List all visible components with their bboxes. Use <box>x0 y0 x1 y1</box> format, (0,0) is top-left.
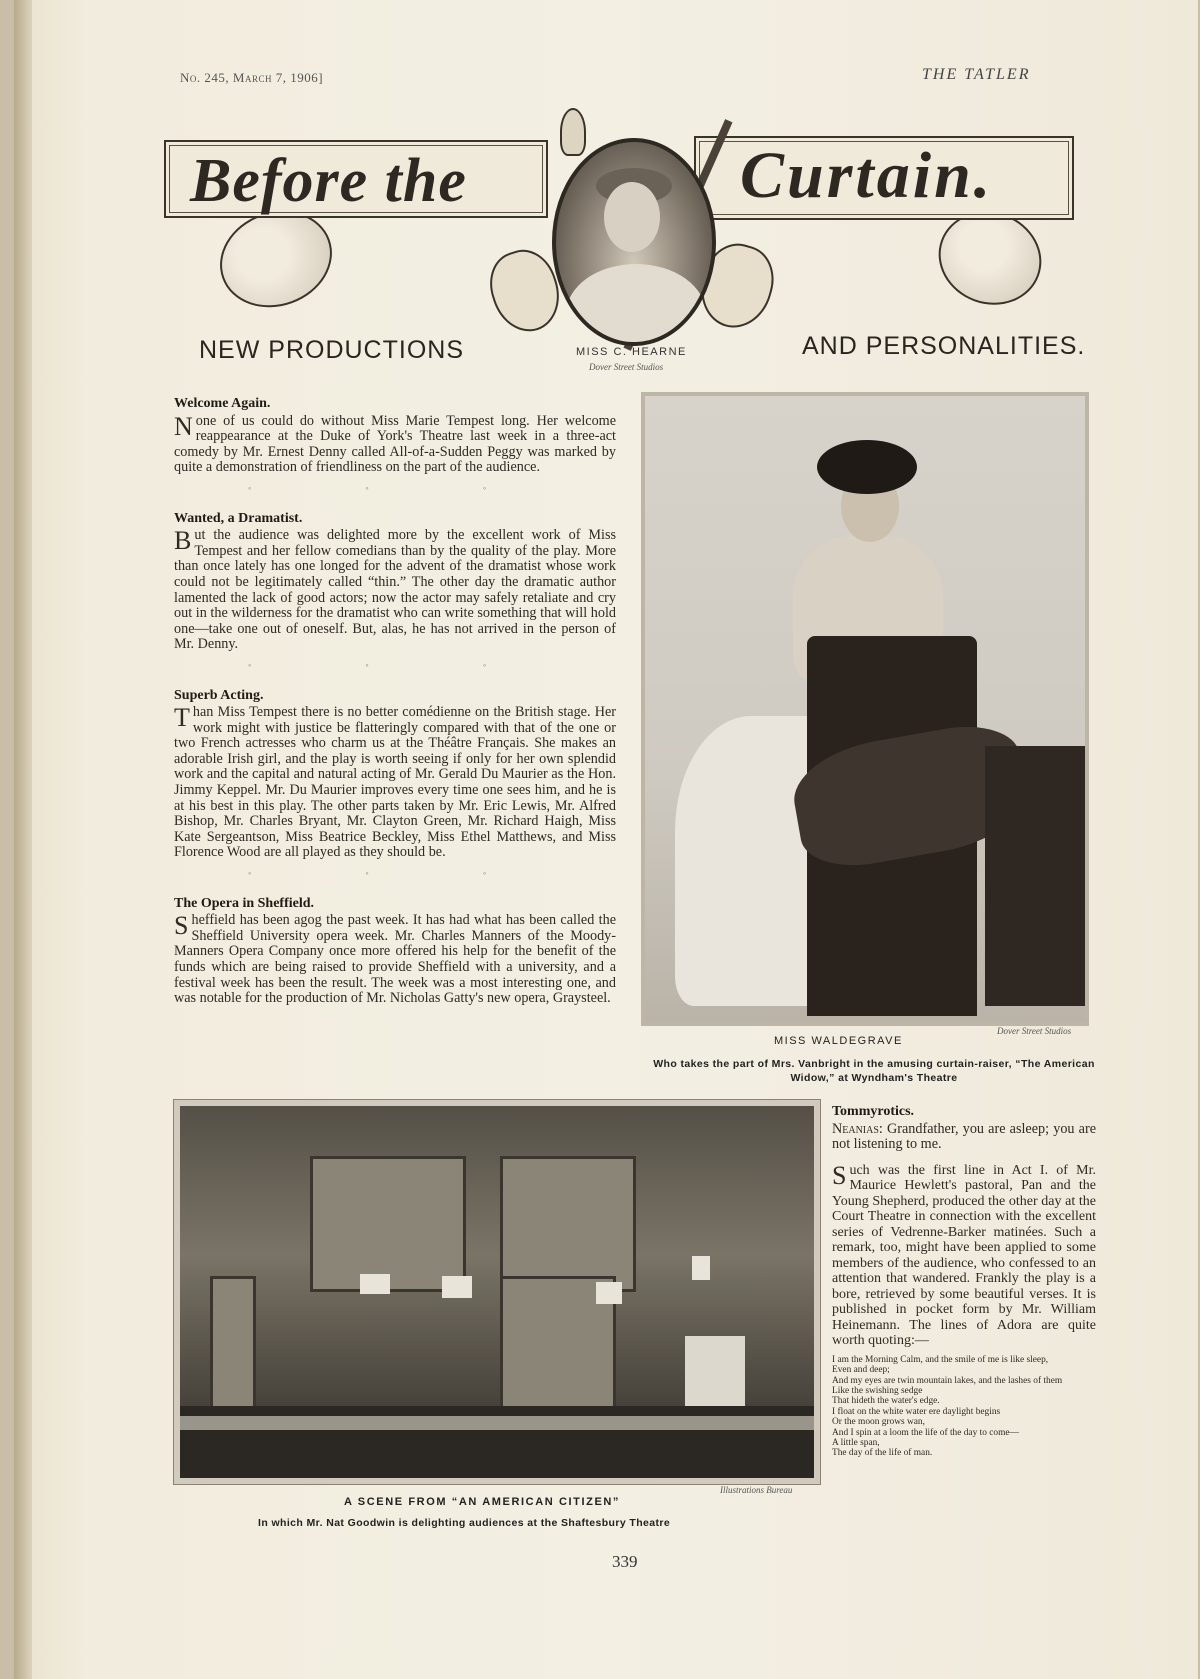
article-heading: Tommyrotics. <box>832 1104 915 1119</box>
poem-excerpt <box>832 1355 1096 1459</box>
photo-description: Who takes the part of Mrs. Vanbright in the amusing curtain-raiser, “The American Widow,” at Wyndham's Theatre <box>653 1058 1095 1084</box>
stage-description: In which Mr. Nat Goodwin is delighting audiences at the Shaftesbury Theatre <box>258 1517 671 1529</box>
article-heading: The Opera in Sheffield. <box>174 895 315 911</box>
article-heading: Welcome Again. <box>174 396 271 411</box>
photo-hat <box>817 440 917 494</box>
poem-line: I float on the white water ere daylight begins <box>832 1406 1001 1417</box>
left-column <box>174 396 616 1007</box>
jester-ornament <box>560 108 586 156</box>
photo-credit: Dover Street Studios <box>997 1026 1072 1036</box>
page-binding <box>14 0 32 1679</box>
subtitle-right: AND PERSONALITIES. <box>802 332 1086 360</box>
poem-line: And my eyes are twin mountain lakes, and the lashes of them <box>832 1375 1063 1386</box>
article-dramatist <box>174 511 616 674</box>
speaker-name: Neanias <box>832 1120 879 1137</box>
stage-sign <box>360 1274 390 1294</box>
photo-stage-scene <box>174 1100 820 1484</box>
section-separator: ◦ ◦ ◦ <box>247 659 543 670</box>
stage-fireplace <box>685 1336 745 1406</box>
poem-line: Or the moon grows wan, <box>832 1417 925 1428</box>
stage-sign <box>442 1276 472 1298</box>
photo-table <box>985 746 1085 1006</box>
poem-line: And I spin at a loom the life of the day to come— <box>832 1427 1019 1438</box>
stage-apron <box>180 1416 814 1430</box>
stage-sign <box>692 1256 710 1280</box>
stage-wall-panel <box>310 1156 466 1292</box>
banner-title-left: Before the <box>190 147 467 215</box>
article-heading: Superb Acting. <box>174 687 264 703</box>
magazine-name: THE TATLER <box>922 66 1031 83</box>
magazine-page <box>14 0 1198 1679</box>
right-column <box>832 1104 1096 1459</box>
article-body: Such was the first line in Act I. of Mr. Maurice Hewlett's pastoral, Pan and the Young Shepherd, produced the other day at the Court Theatre in connection with the excellent series of Vedrenne-Barker matinées. Such a remark, too, might have been applied to some members of the audience, who confessed to an attention that wandered. Frankly the play is a bore, retrieved by some beautiful verses. It is published in pocket form by Mr. William Heinemann. The lines of Adora are quite worth quoting:— <box>832 1160 1096 1349</box>
dialogue-line <box>832 1122 1096 1153</box>
poem-line: Even and deep; <box>832 1365 890 1376</box>
poem-line: Like the swishing sedge <box>832 1386 923 1396</box>
issue-line: No. 245, March 7, 1906] <box>180 70 324 85</box>
section-separator: ◦ ◦ ◦ <box>247 482 543 493</box>
poem-line: I am the Morning Calm, and the smile of me is like sleep, <box>832 1354 1049 1365</box>
article-body: None of us could do without Miss Marie Tempest long. Her welcome reappearance at the Duke of York's Theatre last week in a three-act comedy by Mr. Ernest Denny called All-of-a-Sudden Peggy was marked by quite a demonstration of friendliness on the part of the audience. <box>174 411 616 476</box>
article-welcome <box>174 396 616 497</box>
subtitle-left: NEW PRODUCTIONS <box>199 336 464 364</box>
article-acting <box>174 688 616 882</box>
portrait-credit: Dover Street Studios <box>589 362 664 372</box>
article-heading: Wanted, a Dramatist. <box>174 510 303 526</box>
poem-line: The day of the life of man. <box>832 1448 933 1459</box>
portrait-shoulders <box>566 264 706 346</box>
stage-door <box>210 1276 256 1412</box>
stage-caption: A SCENE FROM “AN AMERICAN CITIZEN” <box>344 1496 621 1508</box>
page-number: 339 <box>612 1552 638 1571</box>
banner-title-right: Curtain. <box>740 139 994 212</box>
portrait-head <box>604 182 660 252</box>
poem-line: A little span, <box>832 1438 880 1449</box>
dialogue-text: : Grandfather, you are asleep; you are not listening to me. <box>832 1120 1096 1153</box>
article-body: Than Miss Tempest there is no better comédienne on the British stage. Her work might with justice be flatteringly compared with that of the one or two French actresses who charm us at the Théâtre Français. She makes an adorable Irish girl, and the play is worth seeing if only for her own splendid work and the capital and natural acting of Mr. Gerald Du Maurier as the Hon. Jimmy Keppel. Mr. Du Maurier improves every time one sees him, and he is at his best in this play. The other parts taken by Mr. Eric Lewis, Mr. Alfred Bishop, Mr. Charles Bryant, Mr. Clayton Green, Mr. Richard Haigh, Miss Kate Sergeantson, Miss Beatrice Beckley, Miss Ethel Matthews, and Miss Florence Wood are all played as they should be. <box>174 703 616 861</box>
portrait-caption: MISS C. HEARNE <box>576 346 687 358</box>
article-body: Sheffield has been agog the past week. It has had what has been called the Sheffield University opera week. Mr. Charles Manners of the Moody-Manners Opera Company once more offered his help for the benefit of the funds which are being raised to provide Sheffield with a university, and a festival week has been the result. The week was a most interesting one, and was notable for the production of Mr. Nicholas Gatty's new opera, Graysteel. <box>174 911 616 1007</box>
stage-credit: Illustrations Bureau <box>720 1485 793 1495</box>
portrait-hearne <box>552 138 716 346</box>
photo-caption: MISS WALDEGRAVE <box>774 1035 903 1047</box>
photo-waldegrave <box>641 392 1089 1026</box>
article-body: But the audience was delighted more by the excellent work of Miss Tempest and her fellow comedians than by the quality of the play. More than once lately has one longed for the advent of the dramatist whose work could not be legitimately called “thin.” The other day the dramatic author lamented the lack of good actors; now the actor may safely retaliate and cry out in the wilderness for the dramatist who can write something that will hold one—take one out of oneself. But, alas, he has not arrived in the person of Mr. Denny. <box>174 526 616 653</box>
stage-sign <box>596 1282 622 1304</box>
article-opera <box>174 896 616 1007</box>
stage-wall-panel <box>500 1156 636 1292</box>
poem-line: That hideth the water's edge. <box>832 1396 940 1407</box>
section-separator: ◦ ◦ ◦ <box>247 868 543 879</box>
